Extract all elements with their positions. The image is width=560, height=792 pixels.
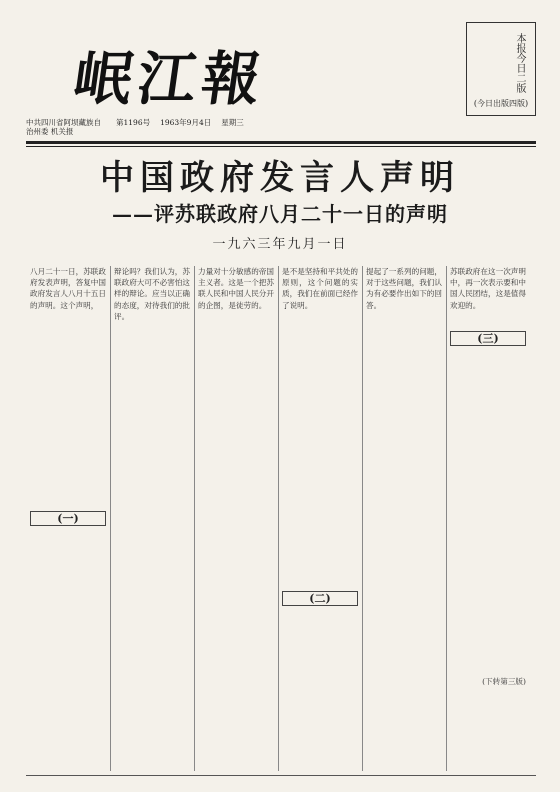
issue-number: 第1196号 bbox=[116, 118, 151, 127]
edition-box bbox=[466, 22, 536, 116]
masthead bbox=[26, 22, 536, 140]
column-divider bbox=[110, 266, 111, 771]
article-subtitle: ——评苏联政府八月二十一日的声明 bbox=[112, 202, 448, 226]
column-text: 八月二十一日，苏联政府发表声明，答复中国政府发言人八月十五日的声明。这个声明， bbox=[30, 267, 106, 310]
article-column-5 bbox=[366, 266, 442, 766]
column-divider bbox=[194, 266, 195, 771]
weekday: 星期三 bbox=[221, 118, 244, 127]
publication-info bbox=[26, 118, 546, 136]
section-marker-3: (三) bbox=[450, 331, 526, 346]
page-bottom-rule bbox=[26, 775, 536, 776]
article-column-6 bbox=[450, 266, 526, 766]
article-date: 一九六三年九月一日 bbox=[212, 237, 348, 252]
article-headline: 中国政府发言人声明 bbox=[100, 158, 460, 198]
column-text: 辩论吗？我们认为，苏联政府大可不必害怕这样的辩论。应当以正确的态度，对待我们的批评。 bbox=[114, 267, 190, 321]
column-text: 是不是坚持和平共处的原则，这个问题的实质，我们在前面已经作了说明。 bbox=[282, 267, 358, 310]
column-text: 提起了一系列的问题，对于这些问题，我们认为有必要作出如下的回答。 bbox=[366, 267, 442, 310]
publication-date: 1963年9月4日 bbox=[160, 118, 212, 127]
article-column-2 bbox=[114, 266, 190, 766]
newspaper-logo: 岷江報 bbox=[69, 45, 271, 113]
article-column-4 bbox=[282, 266, 358, 766]
publisher-org: 中共四川省阿坝藏族自治州委 机关报 bbox=[26, 118, 101, 136]
edition-box-subtitle: (今日出版四版) bbox=[473, 99, 529, 108]
article-column-3 bbox=[198, 266, 274, 766]
edition-box-title: 本报今日二版 bbox=[514, 33, 525, 93]
column-divider bbox=[446, 266, 447, 771]
column-text: 苏联政府在这一次声明中，再一次表示要和中国人民团结，这是值得欢迎的。 bbox=[450, 267, 526, 310]
section-marker-1: (一) bbox=[30, 511, 106, 526]
article-column-1 bbox=[30, 266, 106, 766]
continued-note: (下转第三版) bbox=[482, 677, 526, 687]
column-text: 力量对十分敏感的帝国主义者。这是一个把苏联人民和中国人民分开的企图，是徒劳的。 bbox=[198, 267, 274, 310]
masthead-rule-thin bbox=[26, 146, 536, 147]
column-divider bbox=[278, 266, 279, 771]
masthead-rule bbox=[26, 141, 536, 144]
column-divider bbox=[362, 266, 363, 771]
section-marker-2: (二) bbox=[282, 591, 358, 606]
